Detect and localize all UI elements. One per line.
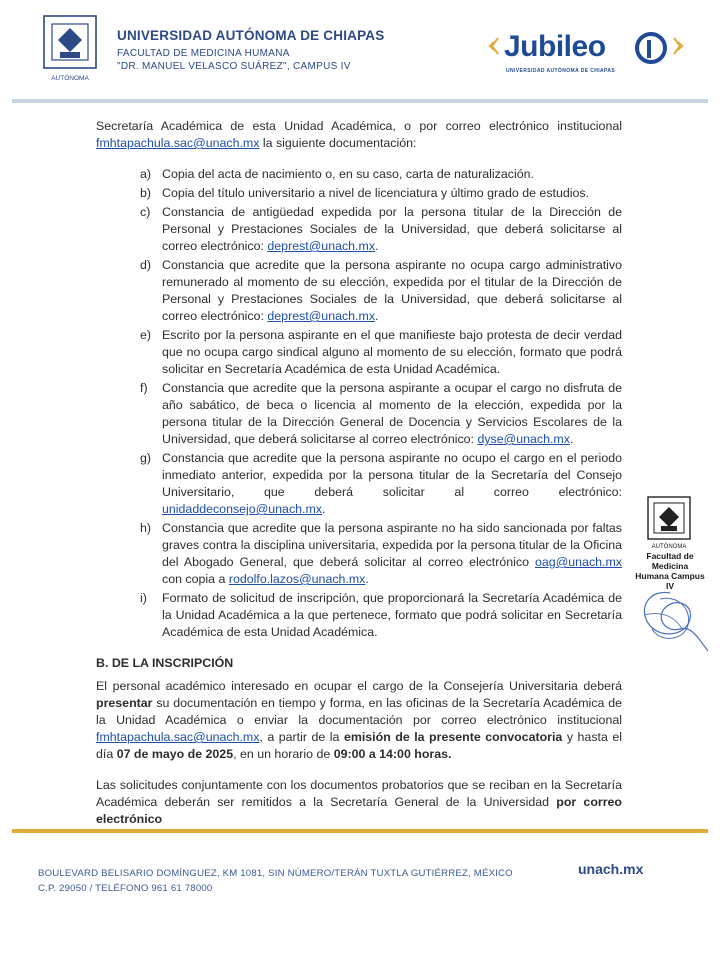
list-item bbox=[96, 166, 622, 183]
svg-text:AUTÓNOMA: AUTÓNOMA bbox=[651, 544, 687, 550]
intro-paragraph bbox=[96, 118, 622, 152]
submissions-paragraph bbox=[96, 777, 622, 828]
email-link[interactable]: unidaddeconsejo@unach.mx bbox=[162, 502, 322, 516]
list-tail: con copia a bbox=[162, 572, 226, 586]
text-run: y hasta el día bbox=[96, 730, 622, 761]
list-item bbox=[96, 185, 622, 202]
list-item bbox=[96, 204, 622, 255]
bold-run: por correo electrónico bbox=[96, 795, 622, 826]
list-text: Constancia de antigüedad expedida por la persona titular de la Dirección de Personal y Prestaciones Sociales de la Universidad, que deberá solicitarse al correo electrónico: bbox=[162, 205, 622, 253]
list-marker: h) bbox=[140, 521, 152, 535]
list-marker: b) bbox=[140, 186, 152, 200]
address-line: C.P. 29050 / TELÉFONO 961 61 78000 bbox=[38, 883, 213, 894]
list-item bbox=[96, 590, 622, 641]
inscription-paragraph bbox=[96, 678, 622, 763]
list-text: Constancia que acredite que la persona aspirante a ocupar el cargo no disfruta de año sabático, de beca o licencia al momento de la elección, expedida por la persona titular de la Dirección General de Docencia y Servicios Escolares de la Universidad, que deberá solicitarse al correo electrónico: bbox=[162, 381, 622, 446]
list-text: Formato de solicitud de inscripción, que proporcionará la Secretaría Académica de la Unidad Académica a la que pertenece, formato que podrá solicitar en Secretaría Académica de esta Unidad Académica. bbox=[162, 591, 622, 639]
jubileo-logo bbox=[488, 24, 688, 84]
faculty-name: FACULTAD DE MEDICINA HUMANA bbox=[117, 48, 290, 59]
faculty-seal bbox=[630, 495, 710, 665]
email-link-copy[interactable]: rodolfo.lazos@unach.mx bbox=[228, 572, 366, 586]
document-body bbox=[96, 118, 622, 828]
seal-line: Facultad de bbox=[646, 551, 694, 561]
list-item bbox=[96, 257, 622, 325]
list-marker: e) bbox=[140, 328, 152, 342]
list-text: Constancia que acredite que la persona aspirante no ocupo el cargo en el periodo inmediato anterior, expedida por la persona titular de la Secretaría del Consejo Universitario, que deberá solicitar al correo electrónico: bbox=[162, 451, 622, 499]
list-marker: a) bbox=[140, 167, 152, 181]
footer-address bbox=[38, 866, 513, 896]
deadline-date: 07 de mayo de 2025 bbox=[116, 747, 234, 761]
email-link[interactable]: oag@unach.mx bbox=[535, 555, 622, 569]
email-link[interactable]: deprest@unach.mx bbox=[267, 239, 376, 253]
seal-line: Humana Campus bbox=[635, 571, 705, 581]
list-tail: . bbox=[365, 572, 369, 586]
list-text: Constancia que acredite que la persona aspirante no ha sido sancionada por faltas graves contra la disciplina universitaria, expedida por la persona titular de la Oficina del Abogado General, que deberá solicitar al correo electrónico bbox=[162, 521, 622, 569]
intro-email-link[interactable]: fmhtapachula.sac@unach.mx bbox=[96, 136, 260, 150]
university-name: UNIVERSIDAD AUTÓNOMA DE CHIAPAS bbox=[117, 28, 385, 43]
email-link[interactable]: fmhtapachula.sac@unach.mx bbox=[96, 730, 260, 744]
campus-name: "DR. MANUEL VELASCO SUÁREZ", CAMPUS IV bbox=[117, 61, 351, 72]
email-link[interactable]: deprest@unach.mx bbox=[267, 309, 376, 323]
seal-line: IV bbox=[665, 581, 675, 591]
logo-caption: AUTÓNOMA bbox=[51, 75, 89, 82]
bold-run: emisión de la presente convocatoria bbox=[343, 730, 563, 744]
list-marker: c) bbox=[140, 205, 151, 219]
list-text: Constancia que acredite que la persona aspirante no ocupa cargo administrativo remunerado al momento de su elección, expedida por el titular de la Dirección de Personal y Prestaciones Sociales de la Universidad, que deberá solicitarse al correo electrónico: bbox=[162, 258, 622, 323]
handwritten-signature bbox=[630, 585, 710, 655]
text-run: su documentación en tiempo y forma, en las oficinas de la Secretaría Académica de la Unidad Académica o enviar la documentación por correo electrónico institucional bbox=[96, 696, 622, 727]
letterhead bbox=[0, 0, 720, 100]
address-line: BOULEVARD BELISARIO DOMÍNGUEZ, KM 1081, SIN NÚMERO/TERÁN TUXTLA GUTIÉRREZ, MÉXICO bbox=[38, 868, 513, 879]
list-tail: . bbox=[375, 309, 379, 323]
jubileo-subtitle: UNIVERSIDAD AUTÓNOMA DE CHIAPAS bbox=[506, 68, 616, 74]
seal-line: Medicina bbox=[651, 561, 689, 571]
list-tail: . bbox=[569, 432, 574, 446]
list-marker: d) bbox=[140, 258, 152, 272]
list-marker: g) bbox=[140, 451, 152, 465]
text-run: , en un horario de bbox=[233, 747, 331, 761]
list-text: Copia del acta de nacimiento o, en su caso, carta de naturalización. bbox=[162, 167, 534, 181]
header-divider bbox=[12, 99, 708, 103]
list-tail: . bbox=[375, 239, 379, 253]
list-item bbox=[96, 380, 622, 448]
seal-logo bbox=[630, 495, 710, 551]
bold-run: presentar bbox=[96, 696, 153, 710]
unach-logo bbox=[30, 12, 110, 84]
section-heading: B. DE LA INSCRIPCIÓN bbox=[96, 656, 234, 670]
list-item bbox=[96, 450, 622, 518]
footer-divider bbox=[12, 829, 708, 833]
requirements-list bbox=[96, 166, 622, 641]
jubileo-wordmark: Jubileo bbox=[504, 30, 606, 63]
text-run: , a partir de la bbox=[259, 730, 340, 744]
list-text: Escrito por la persona aspirante en el que manifieste bajo protesta de decir verdad que no ocupa cargo sindical alguno al momento de su elección, formato que podrá solicitar en Secretaría Académica de esta Unidad Académica. bbox=[162, 328, 622, 376]
text-run: El personal académico interesado en ocupar el cargo de la Consejería Universitaria deberá bbox=[96, 679, 622, 693]
list-marker: i) bbox=[140, 591, 147, 605]
list-text: Copia del título universitario a nivel de licenciatura y último grado de estudios. bbox=[162, 186, 590, 200]
website-link[interactable]: unach.mx bbox=[578, 861, 644, 877]
email-link[interactable]: dyse@unach.mx bbox=[477, 432, 570, 446]
intro-tail: la siguiente documentación: bbox=[262, 136, 417, 150]
office-hours: 09:00 a 14:00 horas. bbox=[333, 747, 452, 761]
list-tail: . bbox=[322, 502, 326, 516]
list-marker: f) bbox=[140, 381, 148, 395]
text-run: Las solicitudes conjuntamente con los documentos probatorios que se reciban en la Secretaría Académica deberán ser remitidos a la Secretaría General de la Universidad bbox=[96, 778, 622, 809]
intro-text: Secretaría Académica de esta Unidad Académica, o por correo electrónico institucional bbox=[96, 119, 622, 133]
list-item bbox=[96, 520, 622, 588]
list-item bbox=[96, 327, 622, 378]
